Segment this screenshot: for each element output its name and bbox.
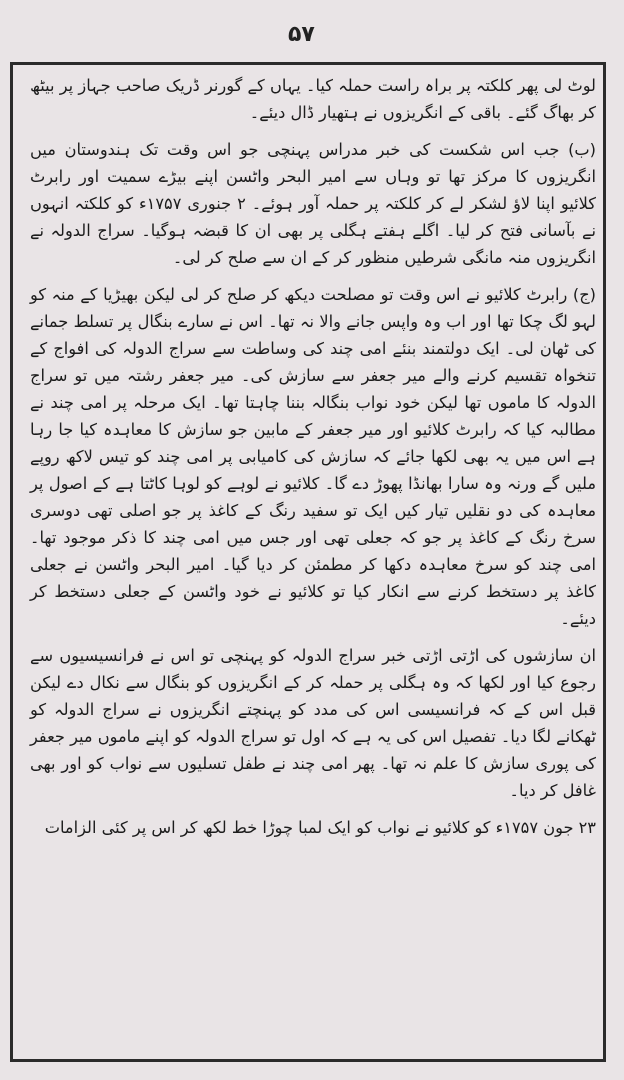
paragraph-2: (ب) جب اس شکست کی خبر مدراس پہنچی جو اس وقت تک ہندوستان میں انگریزوں کا مرکز تھا تو وہاں سے امیر البحر واٹسن اپنے بیڑے سمیت اور رابرٹ کلائیو اپنا لاؤ لشکر لے کر کلکتہ پر حملہ آور ہوئے۔ ۲ جنوری ۱۷۵۷ء کو کلکتہ انہوں نے بآسانی فتح کر لیا۔ اگلے ہفتے ہگلی پر بھی ان کا قبضہ ہوگیا۔ سراج الدولہ نے انگریزوں منہ مانگی شرطیں منظور کر کے ان سے صلح کر لی۔: [30, 140, 596, 267]
paragraph-3: (ج) رابرٹ کلائیو نے اس وقت تو مصلحت دیکھ کر صلح کر لی لیکن بھیڑیا کے منہ کو لہو لگ چکا تھا اور اب وہ واپس جانے والا نہ تھا۔ اس نے سارے بنگال پر تسلط جمانے کی ٹھان لی۔ ایک دولتمند بنئے امی چند کی وساطت سے سراج الدولہ کی افواج کے تنخواہ تقسیم کرنے والے میر جعفر سے سازش کی۔ میر جعفر رشتہ میں تو سراج الدولہ کا ماموں تھا لیکن خود نواب بنگالہ بننا چاہتا تھا۔ ایک مرحلہ پر امی چند نے مطالبہ کیا کہ رابرٹ کلائیو اور میر جعفر کے مابین جو سازش کا معاہدہ کیا جا رہا ہے اس میں یہ بھی لکھا جائے کہ سازش کی کامیابی پر امی چند کو تیس لاکھ روپے ملیں گے ورنہ وہ سارا بھانڈا پھوڑ دے گا۔ کلائیو نے لوہے کو لوہا کاٹتا ہے کے اصول پر معاہدہ کی دو نقلیں تیار کیں ایک تو سفید رنگ کے کاغذ پر جو اصلی تھی دوسری سرخ رنگ کے کاغذ پر جو کہ جعلی تھی اور جس میں امی چند کا ذکر موجود تھا۔ امی چند کو سرخ معاہدہ دکھا کر مطمئن کر دیا گیا۔ امیر البحر واٹسن نے جعلی کاغذ پر دستخط کرنے سے انکار کیا تو کلائیو نے خود واٹسن کے جعلی دستخط کر دیئے۔: [30, 285, 596, 628]
paragraph-4: ان سازشوں کی اڑتی اڑتی خبر سراج الدولہ کو پہنچی تو اس نے فرانسیسیوں سے رجوع کیا اور لکھا کہ وہ ہگلی پر حملہ کر کے انگریزوں کو بنگال سے نکال دے لیکن قبل اس کے کہ فرانسیسی اس کی مدد کو پہنچتے انگریزوں نے سراج الدولہ کو ٹھکانے لگا دیا۔ تفصیل اس کی یہ ہے کہ اول تو سراج الدولہ کو اپنے ماموں میر جعفر کی پوری سازش کا علم نہ تھا۔ پھر امی چند نے طفل تسلیوں سے نواب کو اور بھی غافل کر دیا۔: [30, 646, 596, 800]
paragraph-5: ۲۳ جون ۱۷۵۷ء کو کلائیو نے نواب کو ایک لمبا چوڑا خط لکھ کر اس پر کئی الزامات: [44, 818, 596, 837]
paragraph-1: لوٹ لی پھر کلکتہ پر براہ راست حملہ کیا۔ یہاں کے گورنر ڈریک صاحب جہاز پر بیٹھ کر بھاگ گئے۔ باقی کے انگریزوں نے ہتھیار ڈال دیئے۔: [30, 76, 596, 122]
page-number: ۵۷: [288, 22, 315, 47]
page-body: [30, 72, 596, 851]
